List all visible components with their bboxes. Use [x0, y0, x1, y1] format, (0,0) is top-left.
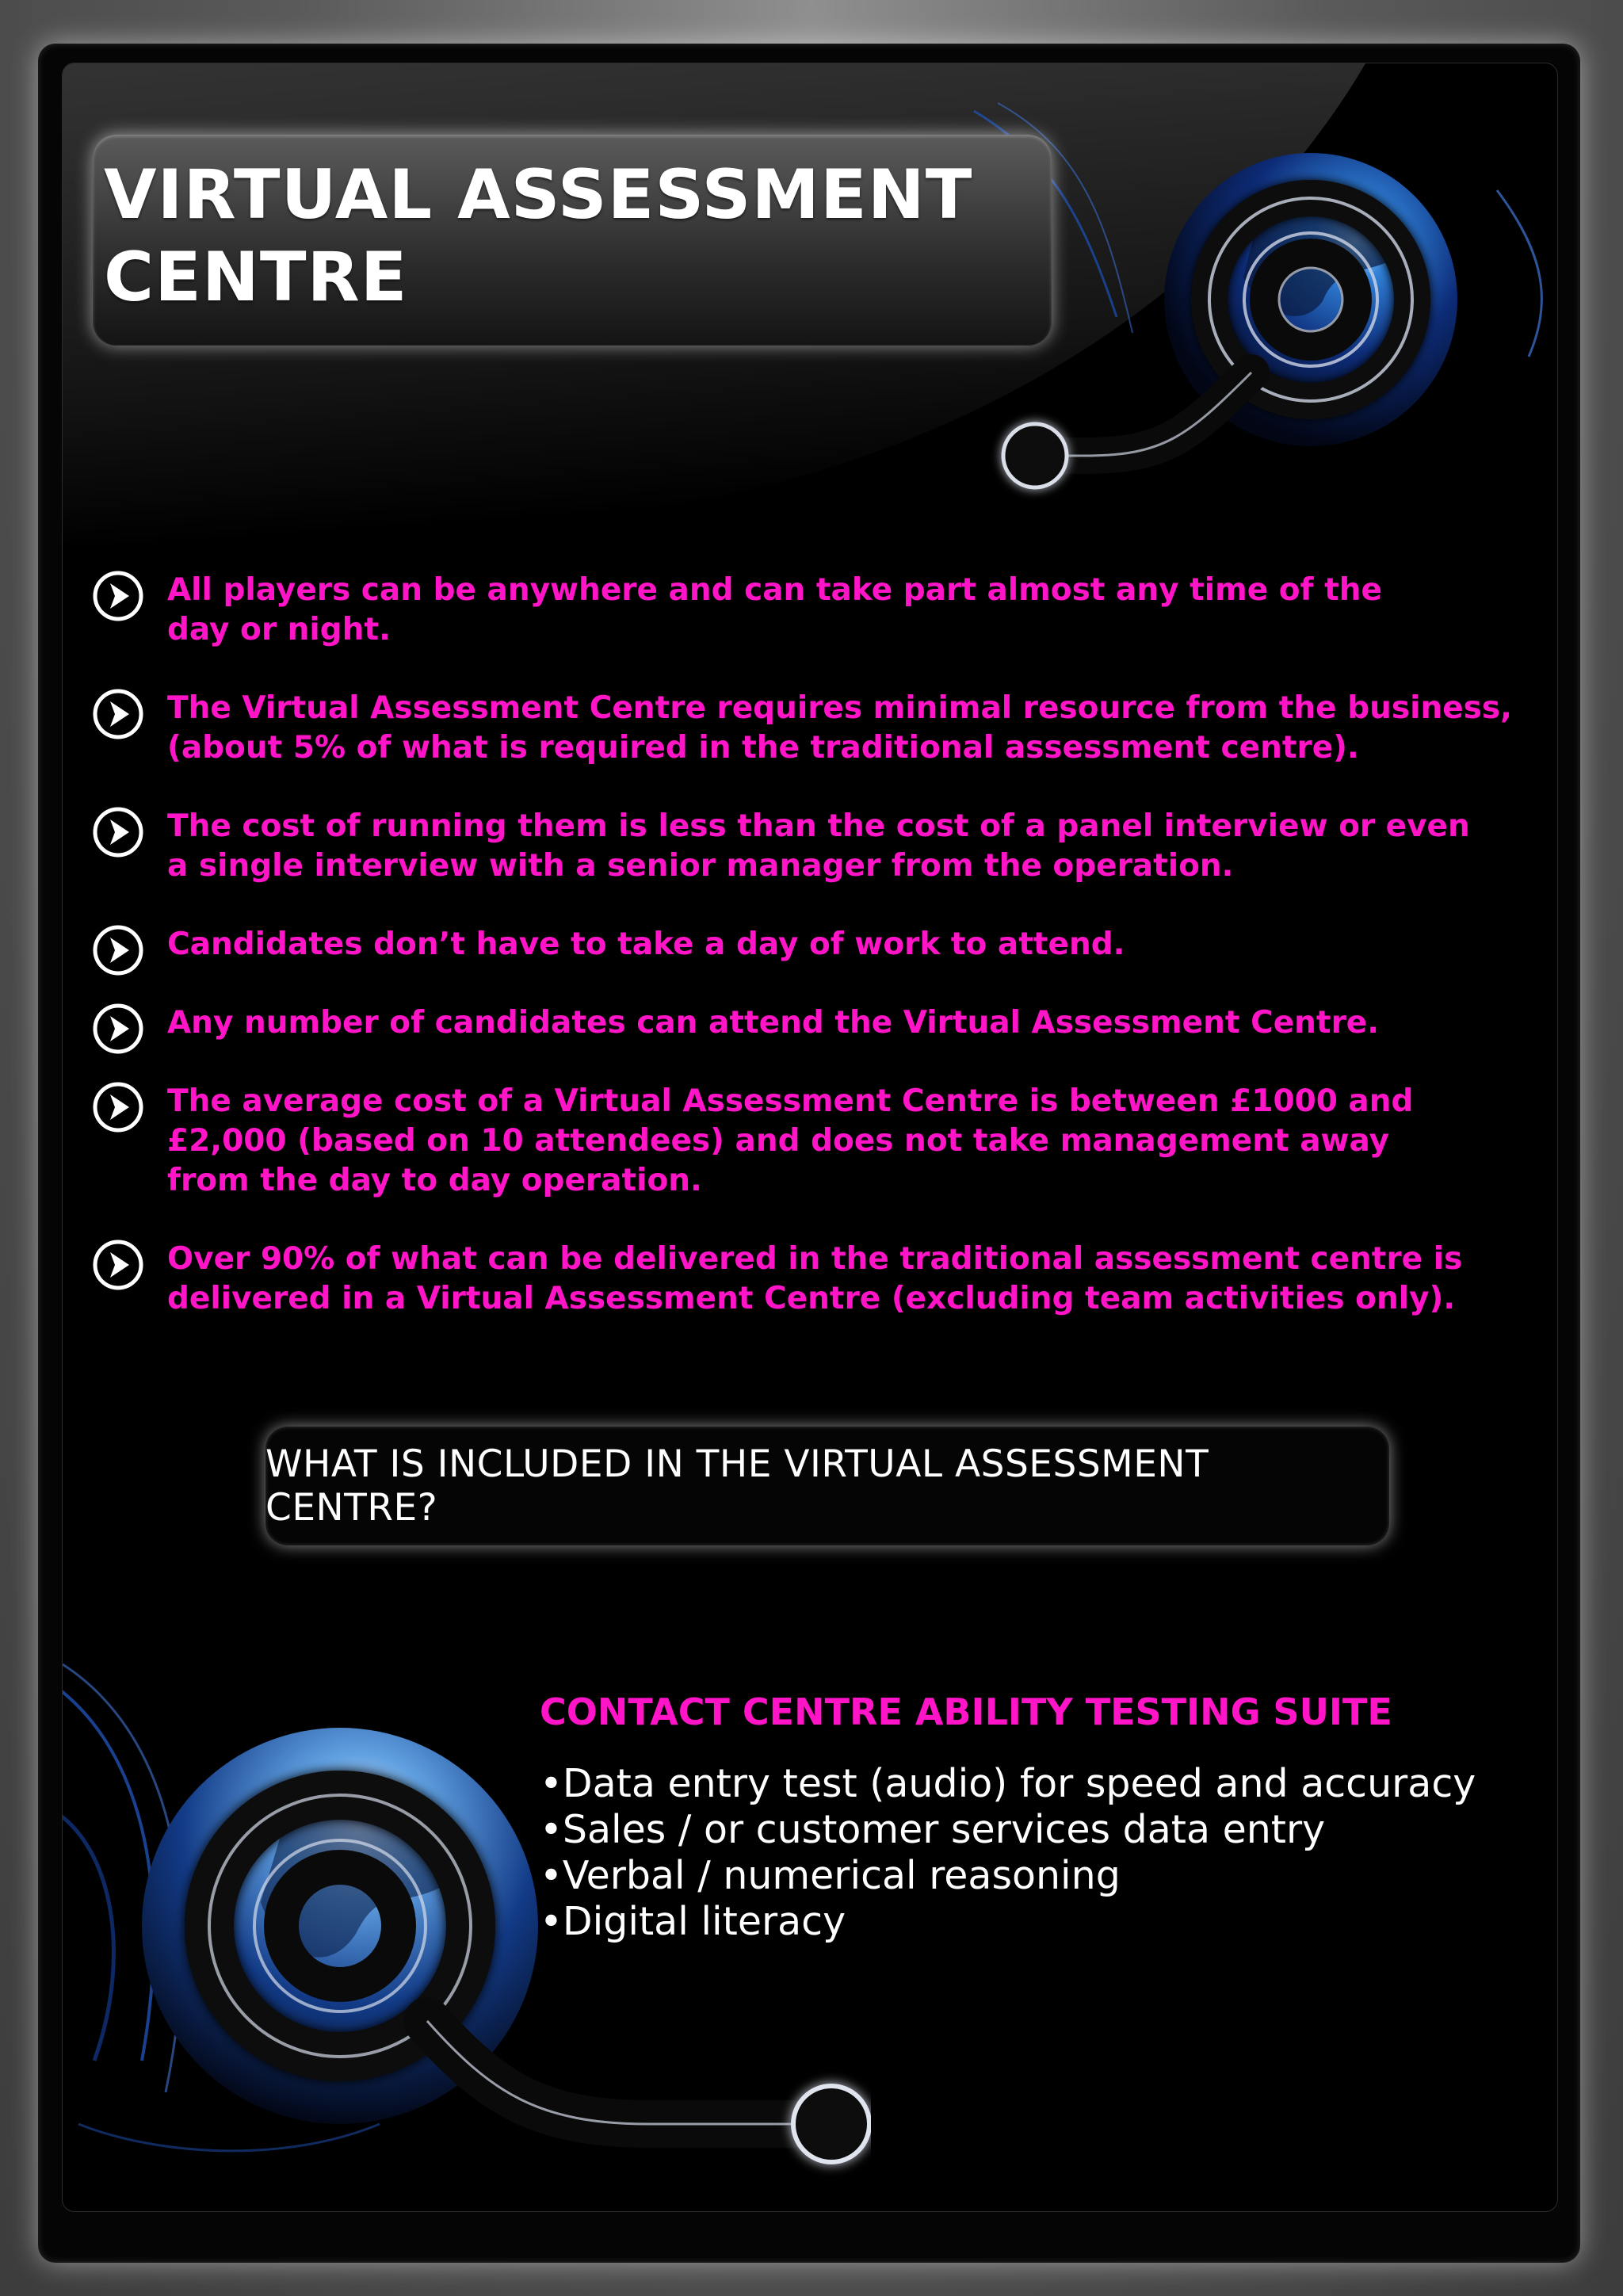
benefit-item — [86, 689, 1558, 768]
included-heading: WHAT IS INCLUDED IN THE VIRTUAL ASSESSMENT CENTRE? — [265, 1442, 1209, 1530]
circled-arrow-icon — [91, 1002, 145, 1056]
suite-item: •Digital literacy — [540, 1899, 846, 1944]
benefit-text: The average cost of a Virtual Assessment Centre is between £1000 and — [167, 1083, 1414, 1119]
benefit-item — [86, 1003, 1558, 1043]
suite-item: •Sales / or customer services data entry — [540, 1807, 1326, 1852]
title-line-1: VIRTUAL ASSESSMENT — [104, 155, 973, 235]
benefit-text: delivered in a Virtual Assessment Centre (excluding team activities only). — [167, 1281, 1456, 1316]
suite-item: •Data entry test (audio) for speed and accuracy — [540, 1761, 1476, 1806]
circled-arrow-icon — [91, 1238, 145, 1292]
benefit-text: (about 5% of what is required in the traditional assessment centre). — [167, 730, 1359, 766]
poster-panel — [62, 63, 1558, 2212]
benefit-text: Any number of candidates can attend the Virtual Assessment Centre. — [167, 1005, 1380, 1041]
title-line-2: CENTRE — [104, 238, 408, 317]
benefit-text: a single interview with a senior manager from the operation. — [167, 848, 1234, 884]
circled-arrow-icon — [91, 1080, 145, 1134]
benefit-text: All players can be anywhere and can take part almost any time of the — [167, 572, 1382, 608]
benefit-item — [86, 1240, 1558, 1319]
benefit-item — [86, 925, 1558, 965]
suite-title: CONTACT CENTRE ABILITY TESTING SUITE — [540, 1690, 1392, 1733]
suite-item: •Verbal / numerical reasoning — [540, 1853, 1121, 1898]
page-title — [104, 154, 1052, 319]
benefit-item — [86, 571, 1558, 650]
benefit-text: Over 90% of what can be delivered in the traditional assessment centre is — [167, 1241, 1463, 1277]
circled-arrow-icon — [91, 569, 145, 623]
title-box — [93, 135, 1052, 346]
benefit-text: The Virtual Assessment Centre requires minimal resource from the business, — [167, 690, 1512, 726]
circled-arrow-icon — [91, 805, 145, 859]
benefit-item — [86, 807, 1558, 886]
benefit-text: from the day to day operation. — [167, 1163, 702, 1198]
circled-arrow-icon — [91, 687, 145, 741]
benefit-text: The cost of running them is less than the cost of a panel interview or even — [167, 808, 1470, 844]
benefits-list — [86, 571, 1558, 1319]
benefit-text: Candidates don’t have to take a day of work to attend. — [167, 926, 1125, 962]
benefit-text: £2,000 (based on 10 attendees) and does not take management away — [167, 1123, 1390, 1159]
testing-suite — [540, 1688, 1538, 1945]
benefit-text: day or night. — [167, 612, 391, 648]
benefit-item — [86, 1082, 1558, 1201]
included-heading-box — [265, 1427, 1389, 1545]
poster-frame — [38, 44, 1580, 2263]
suite-list — [540, 1761, 1538, 1945]
circled-arrow-icon — [91, 923, 145, 977]
